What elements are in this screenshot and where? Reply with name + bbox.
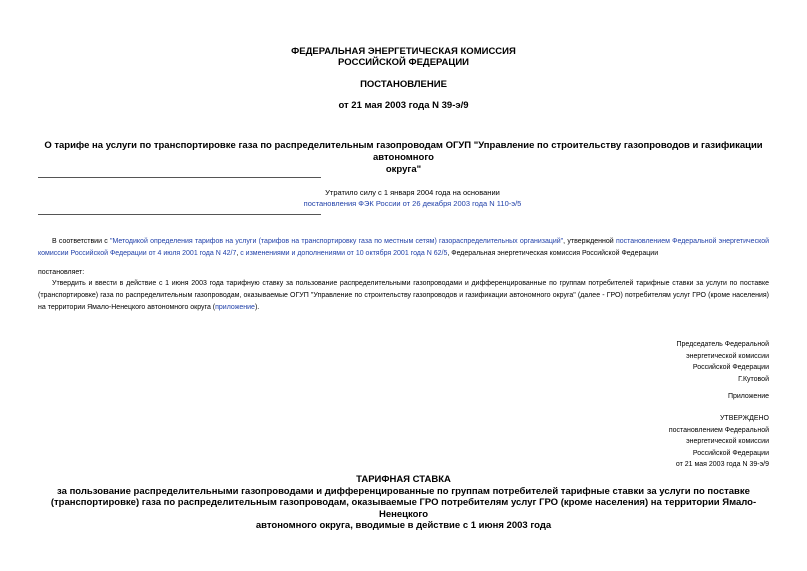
document-date: от 21 мая 2003 года N 39-э/9 xyxy=(338,100,469,111)
appendix-link[interactable]: приложение xyxy=(215,304,255,311)
resolves-label: постановляет: xyxy=(38,269,85,276)
amendments-link[interactable]: с изменениями и дополнениями от 10 октября 2001 года N 62/5 xyxy=(240,250,448,257)
preamble-paragraph xyxy=(38,236,769,260)
approval-line-1: постановлением Федеральной xyxy=(668,426,769,434)
decision-paragraph xyxy=(38,278,769,314)
issuer-line-1: ФЕДЕРАЛЬНАЯ ЭНЕРГЕТИЧЕСКАЯ КОМИССИЯ xyxy=(291,46,516,57)
rate-heading: ТАРИФНАЯ СТАВКА xyxy=(356,474,451,485)
preamble-text-4: , Федеральная энергетическая комиссия Российской Федерации xyxy=(447,250,659,257)
document-title xyxy=(30,140,777,176)
resolution-link[interactable]: постановлением Федеральной энергетической комиссии Российской Федерации от 4 июля 2001 года N 42/7 xyxy=(38,238,770,257)
rate-line-2: (транспортировке) газа по распределительным газопроводам, оказываемые ГРО потребителям услуг ГРО (кроме населения) на территории Ямало-Ненецкого xyxy=(50,497,757,520)
preamble-text-1: В соответствии с xyxy=(52,238,110,245)
decision-end: ). xyxy=(254,304,260,311)
divider-top xyxy=(38,177,321,178)
decision-text: Утвердить и ввести в действие с 1 июня 2003 года тарифную ставку за пользование распределительными газопроводами и дифференцированные по группам потребителей тарифные ставки за услуги по поставке (транспортировке) газа по распределительным газопроводам, оказываемые ОГУП "Управление по строительству газопроводов и газификации автономного округа" (далее - ГРО) потребителям услуг ГРО (кроме населения) на территории Ямало-Ненецкого автономного округа ( xyxy=(38,280,769,311)
approval-line-2: энергетической комиссии xyxy=(686,438,769,445)
document-type: ПОСТАНОВЛЕНИЕ xyxy=(360,79,447,90)
validity-link[interactable]: постановления ФЭК России от 26 декабря 2003 года N 110-э/5 xyxy=(303,199,522,208)
title-line-2: округа" xyxy=(385,164,422,175)
preamble-text-3: , xyxy=(236,250,241,257)
rate-line-3: автономного округа, вводимые в действие с 1 июня 2003 года xyxy=(255,520,552,531)
divider-bottom xyxy=(38,214,321,215)
preamble-text-2: , утвержденной xyxy=(563,238,616,245)
signature-line-4: Г.Кутовой xyxy=(738,375,769,383)
appendix-label: Приложение xyxy=(727,393,769,400)
validity-text: Утратило силу с 1 января 2004 года на основании xyxy=(325,188,500,197)
signature-block xyxy=(569,339,769,385)
signature-line-1: Председатель Федеральной xyxy=(676,341,769,348)
title-line-1: О тарифе на услуги по транспортировке газа по распределительным газопроводам ОГУП "Управление по строительству газопроводов и газификации автономного xyxy=(44,140,763,163)
rate-line-1: за пользование распределительными газопроводами и дифференцированные по группам потребителей тарифные ставки за услуги по поставке xyxy=(57,485,750,497)
approval-line-4: от 21 мая 2003 года N 39-э/9 xyxy=(675,461,769,468)
approved-label: УТВЕРЖДЕНО xyxy=(719,415,769,422)
approval-block xyxy=(569,413,769,471)
methodology-link[interactable]: "Методикой определения тарифов на услуги (тарифов на транспортировку газа по местным сетям) газораспределительных организаций" xyxy=(110,238,564,245)
approval-line-3: Российской Федерации xyxy=(692,449,769,457)
issuer-line-2: РОССИЙСКОЙ ФЕДЕРАЦИИ xyxy=(337,57,469,68)
rate-section xyxy=(30,474,777,532)
signature-line-3: Российской Федерации xyxy=(692,364,769,371)
signature-line-2: энергетической комиссии xyxy=(686,352,769,360)
